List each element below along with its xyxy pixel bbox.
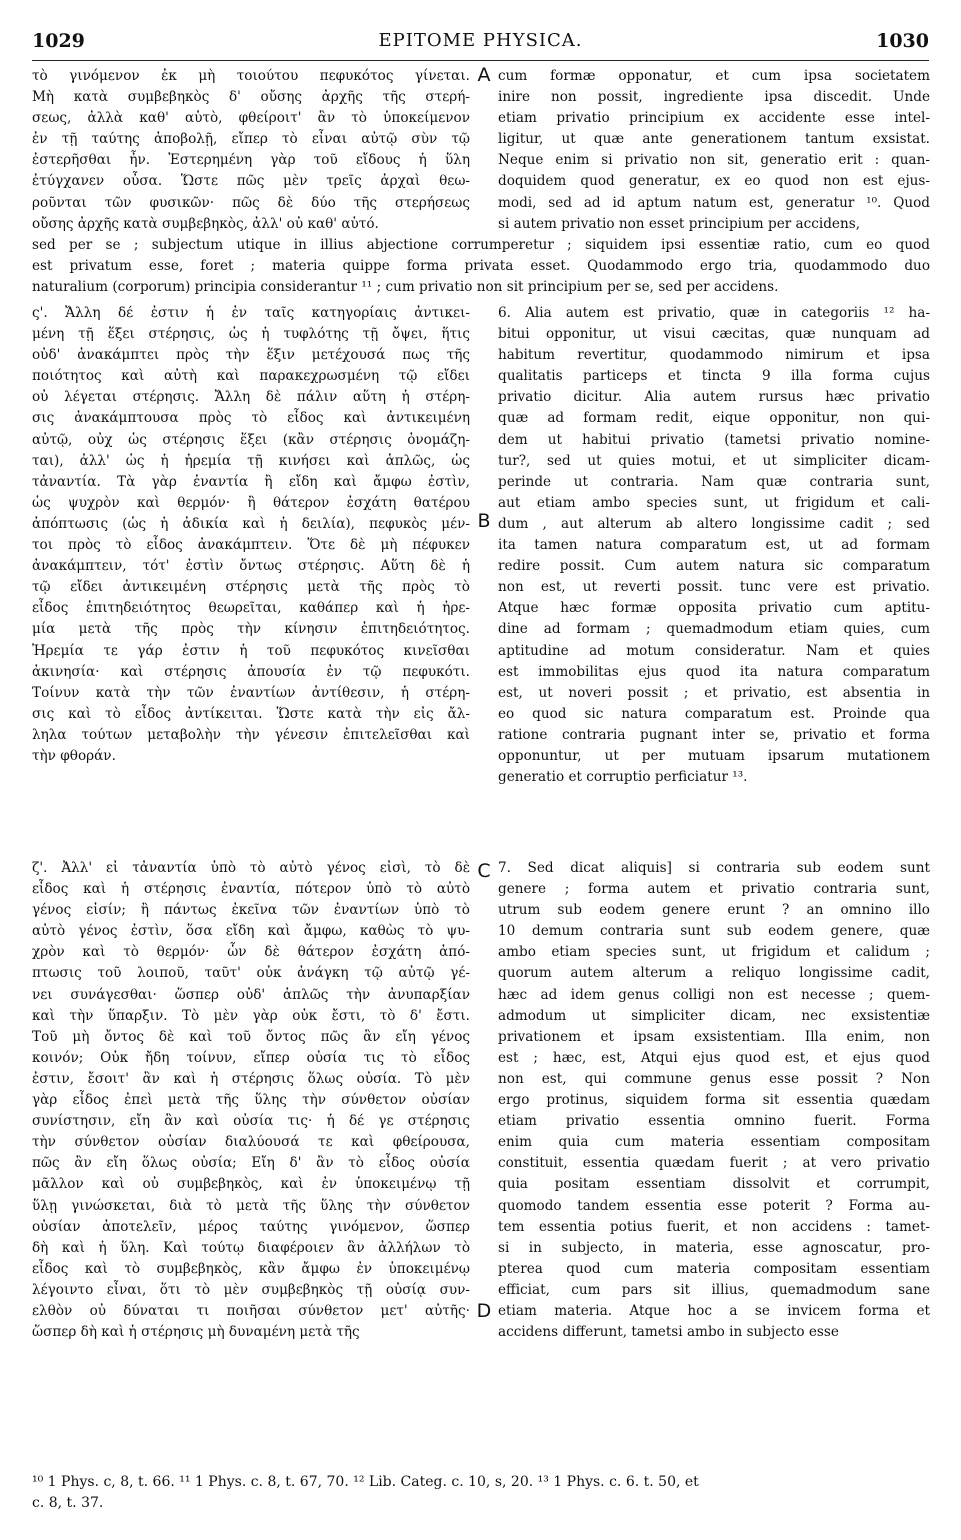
text-line: constituit, essentia quædam fuerit ; at vero privatio: [498, 1155, 930, 1172]
text-line: τἀναντία. Τὰ γὰρ ἐναντία ἢ εἴδη καὶ ἄμφω ἐστὶν,: [32, 473, 470, 490]
footnotes: [32, 1472, 929, 1514]
text-line: τὴν σύνθετον οὐσίαν διαλύουσά τε καὶ φθείρουσα,: [32, 1134, 470, 1151]
text-line: dine ad formam ; quemadmodum etiam quies, cum: [498, 621, 930, 638]
text-line: ambo etiam species sunt, ut frigidum et calidum ;: [498, 944, 930, 961]
text-line: privatio dicitur. Alia autem rursus hæc privatio: [498, 389, 930, 406]
text-line: Τοίνυν κατὰ τὴν τῶν ἐναντίων ἀντίθεσιν, ἡ στέρη-: [32, 684, 470, 701]
latin-column-top: [498, 66, 930, 235]
text-line: μία μετὰ τῆς πρὸς τὴν κίνησιν ἐπιτηδειότητος.: [32, 621, 470, 638]
text-line: γὰρ εἶδος ἐπεὶ μετὰ τῆς ὕλης τὴν σύνθετον οὐσίαν: [32, 1092, 470, 1109]
text-line: etiam privatio essentia omnino fuerit. Forma: [498, 1113, 930, 1130]
text-line: est, ut noveri possit ; et privatio, est absentia in: [498, 684, 930, 701]
text-line: ligitur, ut quæ ante generationem tantum exsistat.: [498, 131, 930, 148]
text-line: ἀνακάμπτειν, τότ' ἐστὶν ὄντως στέρησις. Αὕτη δὲ ἡ: [32, 558, 470, 575]
text-line: 10 demum contraria sunt sub eodem genere, quæ: [498, 923, 930, 940]
running-title: EPITOME PHYSICA.: [378, 30, 583, 51]
text-line: ελθὸν οὐ δύναται τι ποιῆσαι σύνθετον μετ' αὐτῆς·: [32, 1302, 470, 1319]
text-line: opponuntur, ut per mutuam ipsarum mutationem: [498, 747, 930, 764]
text-line: etiam privatio principium ex accidente esse intel-: [498, 110, 930, 127]
text-line: perinde ut contraria. Nam quæ contraria sunt,: [498, 473, 930, 490]
text-line: αὐτὸ γένος ἐστὶν, ὅσα εἴδη καὶ ἄμφω, καθὼς τὸ ψυ-: [32, 923, 470, 940]
text-line: admodum ut simpliciter dicam, nec exsistentiæ: [498, 1007, 930, 1024]
text-line: ita tamen natura comparatum est, ut ad formam: [498, 537, 930, 554]
text-line: ergo protinus, siquidem forma sit essentia quædam: [498, 1092, 930, 1109]
text-line: Τοῦ μὴ ὄντος δὲ καὶ τοῦ ὄντος πῶς ἂν εἴη γένος: [32, 1028, 470, 1045]
text-line: ς'. Ἄλλη δέ ἐστιν ἡ ἐν ταῖς κατηγορίαις ἀντικει-: [32, 305, 470, 321]
text-line: si autem privatio non esset principium per accidens,: [498, 215, 861, 232]
text-line: efficiat, cum pars sit illius, quemadmodum sane: [498, 1281, 930, 1298]
header-rule: [32, 60, 929, 61]
text-line: quia positam essentiam dissolvit et corrumpit,: [498, 1176, 930, 1193]
text-line: ζ'. Ἀλλ' εἰ τἀναντία ὑπὸ τὸ αὐτὸ γένος εἰσὶ, τὸ δὲ: [32, 860, 470, 876]
text-line: τῷ εἴδει ἀντικειμένη στέρησις μετὰ τῆς πρὸς τὸ: [32, 579, 470, 596]
text-line: οὐ λέγεται στέρησις. Ἄλλη δὲ πάλιν αὕτη ἡ στέρη-: [32, 389, 470, 406]
text-line: tem essentia potius fuerit, et non accidens : tamet-: [498, 1218, 930, 1235]
text-line: μένη τῇ ἕξει στέρησις, ὡς ἡ τυφλότης τῇ ὄψει, ἥτις: [32, 326, 470, 343]
text-line: sed per se ; subjectum utique in illius abjectione corrumperetur ; siquidem ipsi essentiæ ratio, cum eo quod: [32, 237, 930, 253]
text-line: bitui opponitur, ut visui cæcitas, quæ nunquam ad: [498, 326, 930, 343]
text-line: ὥσπερ δὴ καὶ ἡ στέρησις μὴ δυναμένη μετὰ τῆς: [32, 1324, 360, 1341]
section-marker-c: C: [477, 860, 491, 882]
text-line: χρὸν καὶ τὸ θερμόν· ὧν δὲ θάτερον ἐσχάτη ἀπό-: [32, 944, 470, 961]
greek-column-section-7: [32, 858, 470, 1343]
text-line: pterea quod cum materia compositam essentiam: [498, 1260, 930, 1277]
text-line: τὴν φθοράν.: [32, 747, 116, 764]
text-line: quorum autem alterum a reliquo longissime cadit,: [498, 965, 930, 982]
text-line: ται), ἀλλ' ὡς ἡ ἠρεμία τῇ κινήσει καὶ ἁπλῶς, ὡς: [32, 452, 470, 469]
text-line: habitum revertitur, quodammodo nimirum et ipsa: [498, 347, 930, 364]
text-line: ποιότητος καὶ αὐτὴ καὶ παρακεχρωσμένη τῷ εἴδει: [32, 368, 470, 385]
text-line: doquidem quod generatur, ex eo quod non est ejus-: [498, 173, 930, 190]
text-line: τοι πρὸς τὸ εἶδος ἀνακάμπτειν. Ὅτε δὲ μὴ πέφυκεν: [32, 537, 470, 554]
text-line: etiam materia. Atque hoc a se invicem forma et: [498, 1302, 930, 1319]
greek-column-top: [32, 66, 470, 235]
text-line: modi, sed ad id aptum natum est, generatur ¹⁰. Quod: [498, 194, 930, 211]
text-line: ratione contraria pugnant inter se, privatio et forma: [498, 726, 930, 743]
text-line: enim quia cum materia essentiam compositam: [498, 1134, 930, 1151]
text-line: tur?, sed ut quies motui, et ut simpliciter dicam-: [498, 452, 930, 469]
text-line: μᾶλλον καὶ οὐ συμβεβηκὸς, καὶ ἐν ὑποκειμένῳ τῇ: [32, 1176, 470, 1193]
text-line: ἐστερῆσθαι ἦν. Ἐστερημένη γὰρ τοῦ εἴδους ἡ ὕλη: [32, 152, 470, 169]
text-line: quomodo tandem essentia esse poterit ? Forma au-: [498, 1197, 930, 1214]
text-line: 6. Alia autem est privatio, quæ in categoriis ¹² ha-: [498, 305, 930, 321]
text-line: non est, qui commune genus esse possit ? Non: [498, 1070, 930, 1087]
text-line: ὕλῃ γινώσκεται, διὰ τὸ μετὰ τῆς ὕλης τὴν σύνθετον: [32, 1197, 470, 1214]
latin-column-section-6: [498, 303, 930, 788]
text-line: εἶδος καὶ τὸ συμβεβηκὸς, κἂν ἄμφω ἐν ὑποκειμένῳ: [32, 1260, 470, 1277]
text-line: aut etiam ambo species sunt, ut frigidum et cali-: [498, 494, 930, 511]
text-line: 7. Sed dicat aliquis] si contraria sub eodem sunt: [498, 860, 930, 876]
greek-column-section-6: [32, 303, 470, 767]
section-marker-d: D: [476, 1300, 492, 1322]
text-line: εἶδος καὶ ἡ στέρησις ἐναντία, πότερον ὑπὸ τὸ αὐτὸ: [32, 881, 470, 898]
section-marker-a: A: [477, 64, 491, 86]
text-line: Ἠρεμία τε γάρ ἐστιν ἡ τοῦ πεφυκότος κινεῖσθαι: [32, 642, 470, 659]
text-line: σις ἀνακάμπτουσα πρὸς τὸ εἶδος καὶ ἀντικειμένη: [32, 410, 470, 427]
text-line: inire non possit, ingrediente ipsa discedit. Unde: [498, 89, 930, 106]
text-line: καὶ τὴν ὕπαρξιν. Τὸ μὲν γὰρ οὐκ ἔστι, τὸ δ' ἔστι.: [32, 1007, 470, 1024]
text-line: ἐν τῇ ταύτης ἀποβολῇ, εἴπερ τὸ εἶναι αὐτῷ σὺν τῷ: [32, 131, 470, 148]
text-line: generatio et corruptio perficiatur ¹³.: [498, 769, 748, 786]
text-line: hæc ad idem genus colligi non est necesse ; quem-: [498, 986, 930, 1003]
footnote-line: c. 8, t. 37.: [32, 1495, 104, 1511]
text-line: eo quod sic natura comparatum est. Proinde qua: [498, 705, 930, 722]
text-line: τὸ γινόμενον ἐκ μὴ τοιούτου πεφυκότος γίνεται.: [32, 68, 470, 84]
text-line: utrum sub eodem genere erunt ? an omnino illo: [498, 902, 930, 919]
text-line: si in subjecto, in materia, esse agnoscatur, pro-: [498, 1239, 930, 1256]
text-line: Neque enim si privatio non sit, generatio erit : quan-: [498, 152, 930, 169]
text-line: dum , aut alterum ab altero longissime cadit ; sed: [498, 515, 930, 532]
text-line: Atque hæc formæ opposita privatio cum aptitu-: [498, 600, 930, 617]
text-line: ἀπόπτωσις (ὡς ἡ ἀδικία καὶ ἡ δειλία), πεφυκὸς μέν-: [32, 515, 470, 532]
text-line: δὴ καὶ ἡ ὕλη. Καὶ τούτῳ διαφέροιεν ἂν ἀλλήλων τὸ: [32, 1239, 470, 1256]
text-line: γένος εἰσίν; ἢ πάντως ἐκεῖνα τῶν ἐναντίων ὑπὸ τὸ: [32, 902, 470, 919]
text-line: redire possit. Cum autem natura sic comparatum: [498, 558, 930, 575]
text-line: privationem et ipsam exsistentiam. Illa enim, non: [498, 1028, 930, 1045]
text-line: πτωσις τοῦ λοιποῦ, ταῦτ' οὐκ ἀνάγκη τῷ αὐτῷ γέ-: [32, 965, 470, 982]
text-line: aptitudine ad motum consideratur. Nam et quies: [498, 642, 930, 659]
text-line: ἀκινησία· καὶ στέρησις ἀπουσία ἐν τῷ πεφυκότι.: [32, 663, 470, 680]
text-line: ληλα τούτων μεταβολὴν τὴν γένεσιν ἐπιτελεῖσθαι καὶ: [32, 726, 470, 743]
text-line: naturalium (corporum) principia considerantur ¹¹ ; cum privatio non sit principium per se, sed per accidens.: [32, 279, 779, 296]
text-line: dem ut habitui privatio (tametsi privatio nomine-: [498, 431, 930, 448]
text-line: εἶδος ἐπιτηδειότητος θεωρεῖται, καθάπερ καὶ ἡ ἠρε-: [32, 600, 470, 617]
text-line: νει συνάγεσθαι· ὥσπερ οὐδ' ἁπλῶς τὴν ἀνυπαρξίαν: [32, 986, 470, 1003]
text-line: αὐτῷ, οὐχ ὡς στέρησις ἕξει (κἂν στέρησις ὀνομάζη-: [32, 431, 470, 448]
text-line: cum formæ opponatur, et cum ipsa societatem: [498, 68, 930, 84]
text-line: quæ ad formam redit, eique opponitur, non qui-: [498, 410, 930, 427]
text-line: qualitatis particeps et tincta 9 illa forma cujus: [498, 368, 930, 385]
text-line: ἐστιν, ἔσοιτ' ἂν καὶ ἡ στέρησις ὅλως οὐσία. Τὸ μὲν: [32, 1070, 470, 1087]
text-line: est ; hæc, est, Atqui ejus quod est, et ejus quod: [498, 1049, 930, 1066]
text-line: est privatum esse, foret ; materia quippe forma privata esset. Quodammodo ergo tria, quodammodo duo: [32, 258, 930, 275]
section-marker-b: B: [477, 510, 491, 532]
right-page-number: 1030: [876, 30, 929, 52]
text-line: est immobilitas ejus quod ita natura comparatum: [498, 663, 930, 680]
text-line: non est, ut reverti possit. tunc vere est privatio.: [498, 579, 930, 596]
text-line: accidens differunt, tametsi ambo in subjecto esse: [498, 1324, 839, 1341]
text-line: οὐσίαν ἀποτελεῖν, μέρος ταύτης γινόμενον, ὥσπερ: [32, 1218, 470, 1235]
text-line: οὔσης ἀρχῆς κατὰ συμβεβηκὸς, ἀλλ' οὐ καθ' αὑτό.: [32, 215, 379, 232]
running-header: [32, 30, 929, 58]
latin-column-section-7: [498, 858, 930, 1343]
text-line: ἐτύγχανεν οὖσα. Ὥστε πῶς μὲν τρεῖς ἀρχαὶ θεω-: [32, 173, 470, 190]
left-page-number: 1029: [32, 30, 85, 52]
text-line: Μὴ κατὰ συμβεβηκὸς δ' οὔσης ἀρχῆς τῆς στερή-: [32, 89, 470, 106]
text-line: λέγοιντο εἶναι, ὅτι τὸ μὲν συμβεβηκὸς τῇ οὐσίᾳ συν-: [32, 1281, 470, 1298]
text-line: genere ; forma autem et privatio contraria sunt,: [498, 881, 930, 898]
full-width-paragraph: [32, 235, 930, 298]
text-line: συνίστησιν, εἴη ἂν καὶ οὐσία τις· ἡ δέ γε στέρησις: [32, 1113, 470, 1130]
text-line: ροῦνται τῶν φυσικῶν· πῶς δὲ δύο τῆς στερήσεως: [32, 194, 470, 211]
text-line: κοινόν; Οὐκ ἤδη τοίνυν, εἴπερ οὐσία τις τὸ εἶδος: [32, 1049, 470, 1066]
text-line: οὐδ' ἀνακάμπτει πρὸς τὴν ἕξιν μετέχουσά πως τῆς: [32, 347, 470, 364]
footnote-line: ¹⁰ 1 Phys. c, 8, t. 66. ¹¹ 1 Phys. c. 8, t. 67, 70. ¹² Lib. Categ. c. 10, s, 20. ¹³ 1 Phys. c. 6. t. 50, et: [32, 1474, 699, 1490]
text-line: σις καὶ τὸ εἶδος ἀντίκειται. Ὥστε κατὰ τὴν εἰς ἄλ-: [32, 705, 470, 722]
text-line: πῶς ἂν εἴη ὅλως οὐσία; Εἴη δ' ἂν τὸ εἶδος οὐσία: [32, 1155, 470, 1172]
text-line: ὡς ψυχρὸν καὶ θερμόν· ἢ θάτερον ἐσχάτη θατέρου: [32, 494, 470, 511]
text-line: σεως, ἀλλὰ καθ' αὑτὸ, φθείροιτ' ἂν τὸ ὑποκείμενον: [32, 110, 470, 127]
